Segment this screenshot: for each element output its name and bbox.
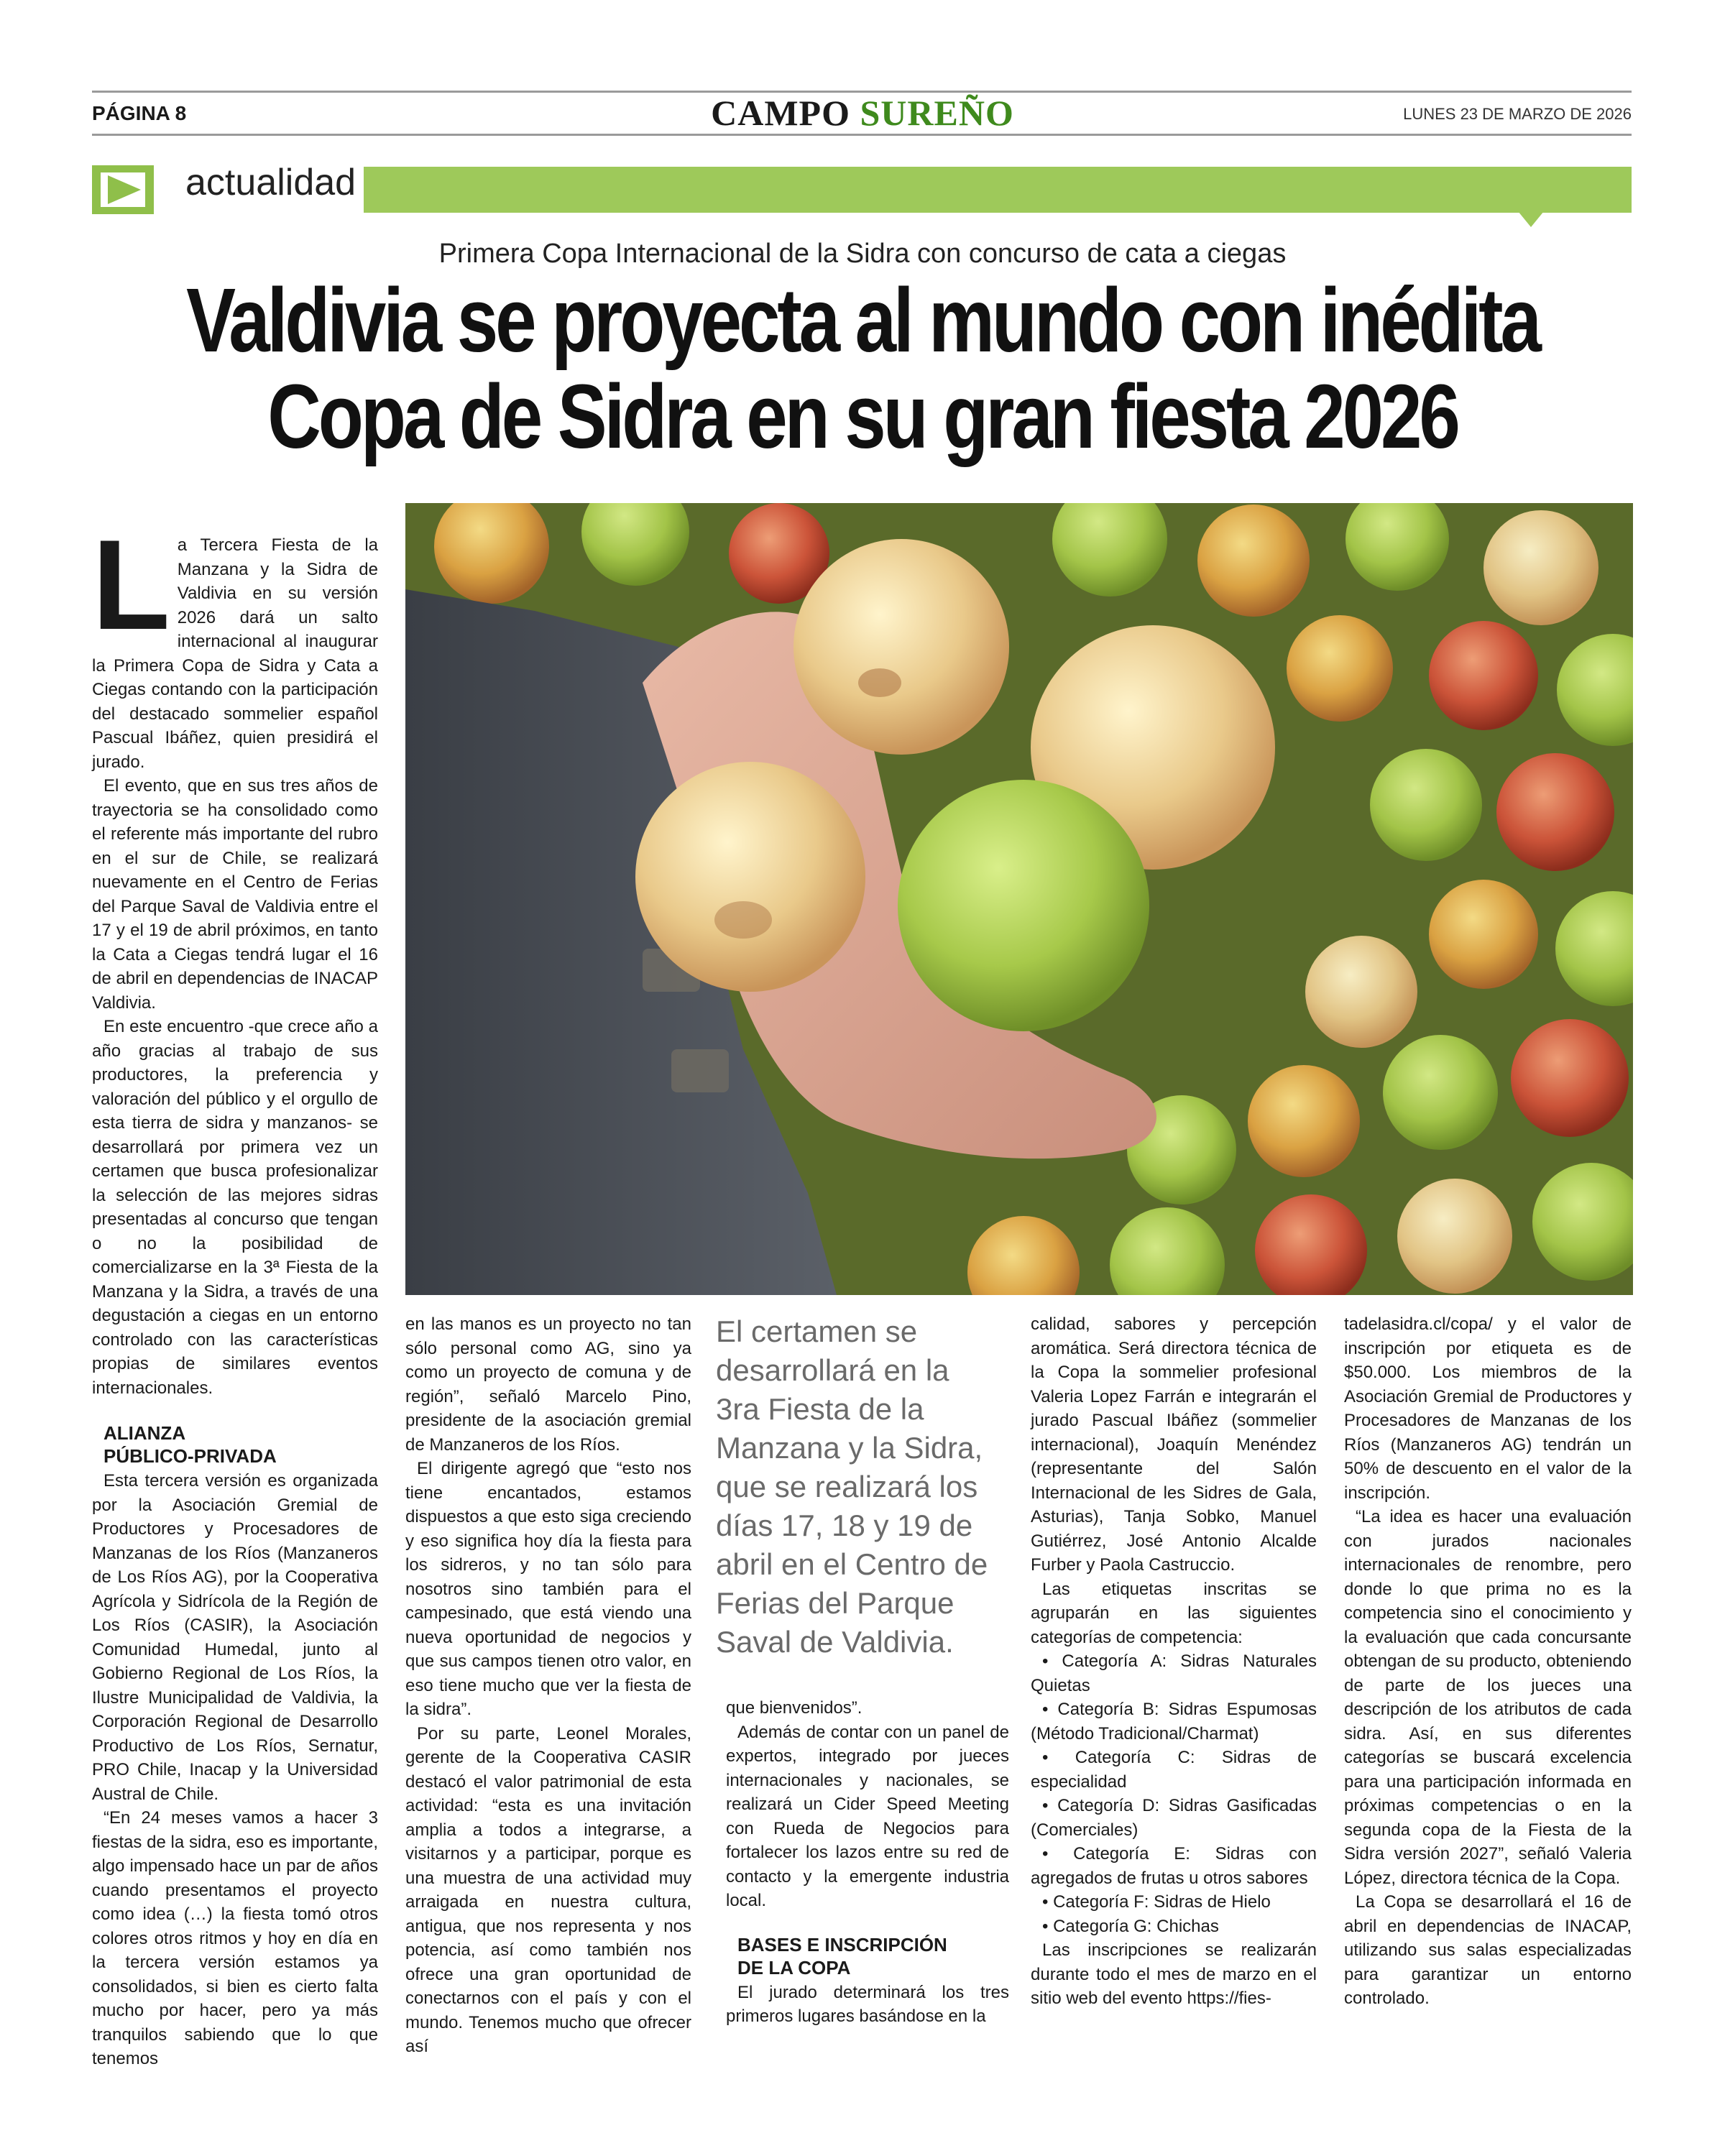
- page-number: PÁGINA 8: [92, 102, 187, 124]
- article-paragraph: calidad, sabores y percepción aromática. Será directora técnica de la Copa la sommelier profesional Valeria Lopez Farrán e integrarán el jurado Pascual Ibáñez (sommelier internacional), Joaquín Menéndez (representante del Salón Internacional de les Sidres de Gala, Asturias), Tanja Sobko, Manuel Gutiérrez, José Antonio Alcalde Furber y Paola Castruccio.: [1031, 1314, 1317, 1575]
- subheading-line: DE LA COPA: [737, 1956, 851, 1978]
- pull-quote: El certamen se desarrollará en la 3ra Fiesta de la Manzana y la Sidra, que se realizará los días 17, 18 y 19 de abril en el Centro de Ferias del Parque Saval de Valdivia.: [716, 1314, 988, 1659]
- section-icon: [92, 165, 154, 214]
- article-paragraph: Esta tercera versión es organizada por la Asociación Gremial de Productores y Procesadores de Manzanas de los Ríos (Manzaneros de Los Ríos AG), por la Cooperativa Agrícola y Sidrícola de la Región de Los Ríos (CASIR), la Asociación Comunidad Humedal, junto al Gobierno Regional de Los Ríos, la Ilustre Municipalidad de Valdivia, la Corporación Regional de Desarrollo Productivo de Los Ríos, Sernatur, PRO Chile, Inacap y la Universidad Austral de Chile.: [92, 1471, 378, 1804]
- article-paragraph: a Tercera Fiesta de la Manzana y la Sidra de Valdivia en su versión 2026 dará un salto internacional al inaugurar la Primera Copa de Sidra y Cata a Ciegas contando con la participación del destacado sommelier español Pascual Ibáñez, quien presidirá el jurado.: [92, 535, 378, 772]
- article-paragraph: El evento, que en sus tres años de trayectoria se ha consolidado como el referente más importante del rubro en el sur de Chile, se realizará nuevamente en el Centro de Ferias del Parque Saval de Valdivia entre el 17 y el 19 de abril próximos, en tanto la Cata a Ciegas tendrá lugar el 16 de abril en dependencias de INACAP Valdivia.: [92, 776, 378, 1013]
- subheading-line: BASES E INSCRIPCIÓN: [737, 1933, 947, 1955]
- article-paragraph: En este encuentro -que crece año a año gracias al trabajo de sus productores, la preferencia y valoración del público y el orgullo de esta tierra de sidra y manzanos- se desarrollará por primera vez un certamen que busca profesionalizar la selección de las mejores sidras presentadas al concurso que tengan o no la posibilidad de comercializarse en la 3ª Fiesta de la Manzana y la Sidra, a través de una degustación a ciegas en un entorno controlado con las características propias de similares eventos internacionales.: [92, 1017, 378, 1398]
- category-item: • Categoría D: Sidras Gasificadas (Comerciales): [1031, 1796, 1317, 1840]
- masthead-part2: SUREÑO: [860, 93, 1014, 133]
- article-paragraph: “En 24 meses vamos a hacer 3 fiestas de la sidra, eso es importante, algo impensado hace un par de años cuando presentamos el proyecto como idea (…) la fiesta tomó otros colores otros ritmos y hoy en día en la tercera versión estamos ya consolidados, si bien es cierto falta mucho por hacer, pero ya más tranquilos sabiendo que lo que tenemos: [92, 1808, 378, 2068]
- article-paragraph: La Copa se desarrollará el 16 de abril en dependencias de INACAP, utilizando sus salas especializadas para garantizar un entorno controlado.: [1344, 1892, 1632, 2008]
- category-item: • Categoría A: Sidras Naturales Quietas: [1031, 1651, 1317, 1695]
- category-item: • Categoría C: Sidras de especialidad: [1031, 1748, 1317, 1792]
- article-paragraph: que bienvenidos”.: [726, 1698, 862, 1718]
- article-paragraph: Por su parte, Leonel Morales, gerente de la Cooperativa CASIR destacó el valor patrimonial de esta actividad: “esta es una invitación amplia a todos a integrarse, a visitarnos y a participar, porque es una muestra de una actividad muy arraigada en nuestra cultura, antigua, que nos representa y nos potencia, así como también nos ofrece una gran oportunidad de conectarnos con el país y con el mundo. Tenemos mucho que ofrecer así: [405, 1723, 691, 2056]
- headline: [155, 270, 1570, 467]
- article-paragraph: El jurado determinará los tres primeros lugares basándose en la: [726, 1982, 1009, 2026]
- apples-photo-illustration: [405, 503, 1633, 1295]
- issue-date: LUNES 23 DE MARZO DE 2026: [1403, 105, 1632, 123]
- article-paragraph: Las etiquetas inscritas se agruparán en las siguientes categorías de competencia:: [1031, 1579, 1317, 1647]
- category-item: • Categoría F: Sidras de Hielo: [1042, 1892, 1271, 1912]
- masthead-part1: CAMPO: [711, 93, 850, 133]
- header-bottom-rule: [92, 134, 1632, 136]
- category-item: • Categoría B: Sidras Espumosas (Método Tradicional/Charmat): [1031, 1700, 1317, 1743]
- article-photo: [405, 503, 1633, 1295]
- subheading-line: ALIANZA: [104, 1422, 186, 1444]
- article-column-4: [1031, 1312, 1317, 2011]
- subheading-line: PÚBLICO-PRIVADA: [104, 1445, 277, 1467]
- headline-line-2: Copa de Sidra en su gran fiesta 2026: [267, 366, 1458, 467]
- headline-line-1: Valdivia se proyecta al mundo con inédita: [186, 270, 1539, 371]
- article-column-2: [405, 1312, 691, 2059]
- section-bar: [364, 167, 1632, 213]
- subheading-bases: [737, 1933, 1009, 1979]
- article-paragraph: en las manos es un proyecto no tan sólo personal como AG, sino ya como un proyecto de comuna y de región”, señaló Marcelo Pino, presidente de la asociación gremial de Manzaneros de los Ríos.: [405, 1314, 691, 1455]
- kicker: Primera Copa Internacional de la Sidra con concurso de cata a ciegas: [438, 239, 1287, 269]
- article-column-5: [1344, 1312, 1632, 2011]
- article-column-1: [92, 513, 378, 2071]
- drop-cap: L: [92, 513, 170, 656]
- section-label: actualidad: [185, 162, 356, 203]
- article-paragraph: tadelasidra.cl/copa/ y el valor de inscripción por etiqueta es de $50.000. Los miembros de la Asociación Gremial de Productores y Procesadores de Manzanas de los Ríos (Manzaneros AG) tendrán un 50% de descuento en el valor de la inscripción.: [1344, 1314, 1632, 1503]
- article-column-3: [726, 1696, 1009, 2029]
- article-paragraph: Las inscripciones se realizarán durante todo el mes de marzo en el sitio web del evento https://fies-: [1031, 1940, 1317, 2008]
- category-item: • Categoría E: Sidras con agregados de frutas u otros sabores: [1031, 1844, 1317, 1888]
- article-paragraph: “La idea es hacer una evaluación con jurados nacionales internacionales de renombre, pero donde lo que prima no es la competencia sino el conocimiento y la evaluación que cada concursante obtengan de su producto, obteniendo de parte de los jueces una descripción de los atributos de cada sidra. Así, en sus diferentes categorías se buscará excelencia para una participación informada en próximas competencias o en la segunda copa de la Fiesta de la Sidra versión 2027”, señaló Valeria López, directora técnica de la Copa.: [1344, 1507, 1632, 1888]
- subheading-alianza: [104, 1422, 378, 1468]
- category-item: • Categoría G: Chichas: [1042, 1916, 1219, 1936]
- article-paragraph: El dirigente agregó que “esto nos tiene encantados, estamos dispuestos a que esto siga creciendo y eso significa hoy día la fiesta para los sidreros, y no tan sólo para nosotros sino también para el campesinado, que está viendo una nueva oportunidad de negocios y que sus campos tienen otro valor, en eso tiene mucho que ver la fiesta de la sidra”.: [405, 1459, 691, 1719]
- section-bar-tab: [1518, 211, 1544, 227]
- article-paragraph: Además de contar con un panel de expertos, integrado por jueces internacionales y nacionales, se realizará un Cider Speed Meeting con Rueda de Negocios para fortalecer los lazos entre su red de contacto y la emergente industria local.: [726, 1722, 1009, 1910]
- play-arrow-icon: [92, 165, 154, 214]
